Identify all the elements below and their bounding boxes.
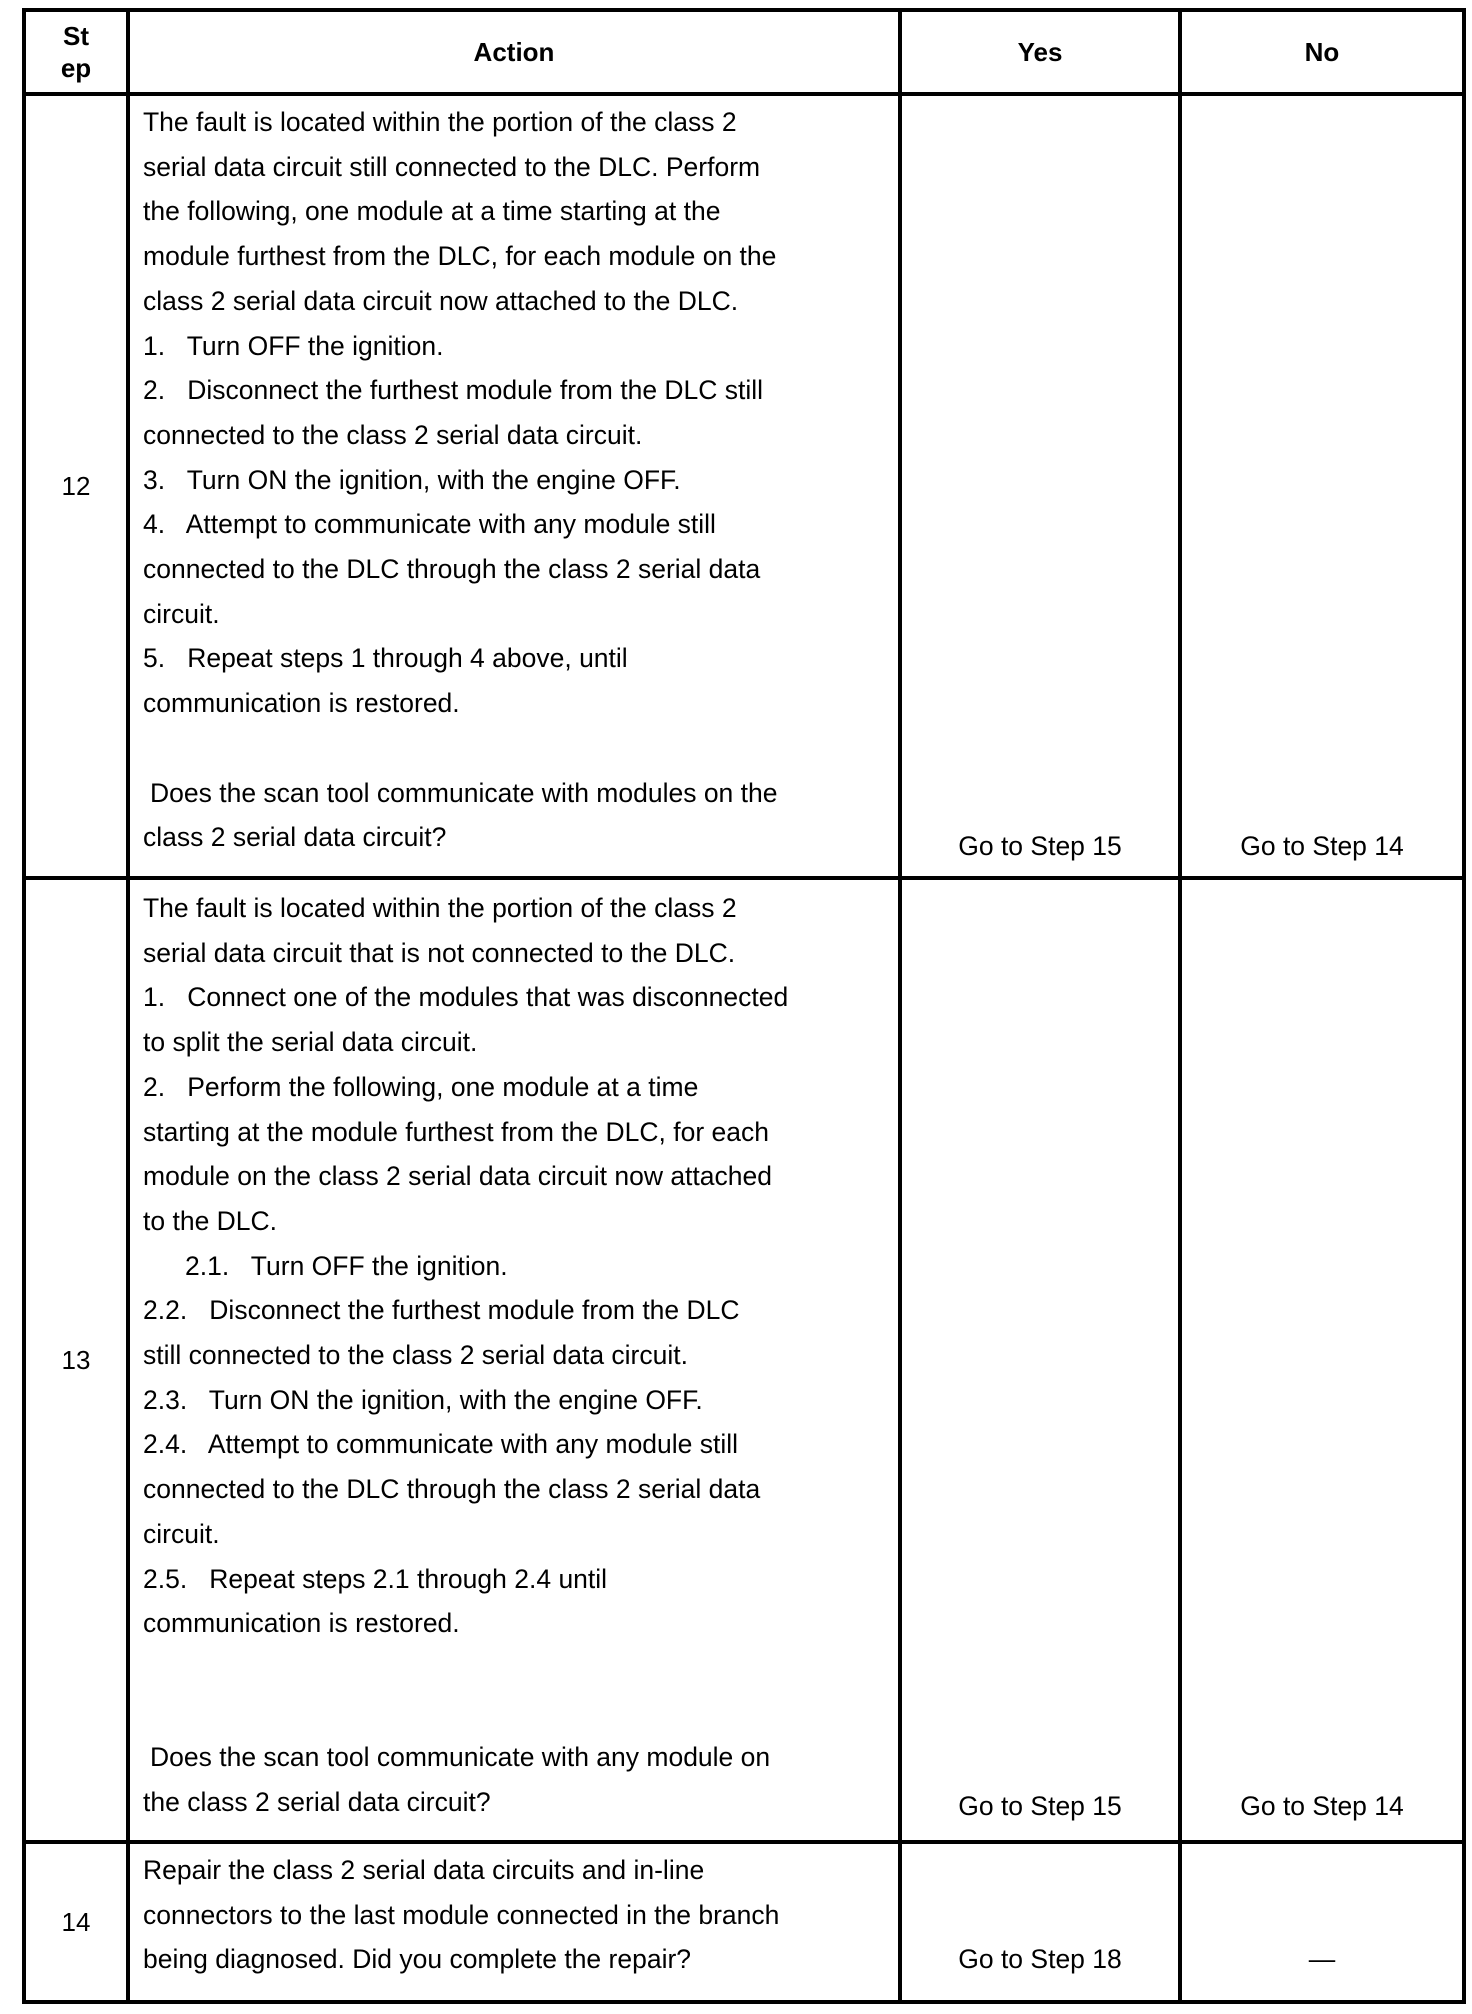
- action-line: the following, one module at a time starting at the: [143, 196, 721, 227]
- column-divider: [898, 8, 902, 2004]
- no-result-step-14: —: [1308, 1944, 1336, 1974]
- action-line: The fault is located within the portion of the class 2: [143, 893, 737, 923]
- action-substep-item: 2.2. Disconnect the furthest module from the DLC: [143, 1295, 740, 1326]
- action-line: The fault is located within the portion of the class 2: [143, 107, 737, 137]
- action-step-item: to split the serial data circuit.: [143, 1027, 478, 1058]
- action-step-item: communication is restored.: [143, 688, 460, 719]
- action-step-item: connected to the DLC through the class 2 serial data: [143, 554, 761, 585]
- action-step-item: circuit.: [143, 598, 220, 629]
- action-text-step-12: [143, 100, 778, 860]
- no-result-step-12: Go to Step 14: [1240, 831, 1404, 861]
- no-result-step-13: Go to Step 14: [1240, 1791, 1404, 1821]
- action-step-item: starting at the module furthest from the DLC, for each: [143, 1116, 769, 1147]
- yes-result-step-13: Go to Step 15: [958, 1791, 1122, 1821]
- table-border-bottom: [22, 2000, 1466, 2004]
- action-step-item: module on the class 2 serial data circuit now attached: [143, 1161, 772, 1192]
- action-line: class 2 serial data circuit now attached to the DLC.: [143, 285, 739, 316]
- action-substep-item: circuit.: [143, 1518, 220, 1549]
- step-number-14: 14: [61, 1906, 91, 1937]
- action-line: serial data circuit that is not connected to the DLC.: [143, 937, 736, 968]
- action-step-item: connected to the class 2 serial data circuit.: [143, 419, 643, 450]
- step-number-12: 12: [61, 470, 91, 501]
- yes-result-step-12: Go to Step 15: [958, 831, 1122, 861]
- action-step-item: 3. Turn ON the ignition, with the engine OFF.: [143, 464, 681, 495]
- action-substep-item: connected to the DLC through the class 2 serial data: [143, 1474, 761, 1505]
- action-substep-item: 2.5. Repeat steps 2.1 through 2.4 until: [143, 1563, 608, 1594]
- action-substep-item: 2.1. Turn OFF the ignition.: [185, 1250, 508, 1281]
- action-line: serial data circuit still connected to the DLC. Perform: [143, 151, 761, 182]
- action-line: module furthest from the DLC, for each module on the: [143, 241, 777, 272]
- action-substep-item: communication is restored.: [143, 1608, 460, 1639]
- action-line: connectors to the last module connected in the branch: [143, 1899, 780, 1930]
- row-divider: [22, 876, 1466, 880]
- action-step-item: 2. Perform the following, one module at a time: [143, 1071, 699, 1102]
- action-step-item: 2. Disconnect the furthest module from the DLC still: [143, 375, 764, 406]
- diagnostic-table: [22, 8, 1466, 2004]
- action-substep-item: still connected to the class 2 serial data circuit.: [143, 1340, 688, 1371]
- action-line: Repair the class 2 serial data circuits and in-line: [143, 1855, 705, 1885]
- row-divider: [22, 1840, 1466, 1844]
- column-divider: [1178, 8, 1182, 2004]
- action-text-step-14: [143, 1848, 779, 1982]
- column-divider: [126, 8, 130, 2004]
- action-step-item: to the DLC.: [143, 1205, 278, 1236]
- action-substep-item: 2.3. Turn ON the ignition, with the engine OFF.: [143, 1384, 703, 1415]
- header-yes: Yes: [1017, 37, 1063, 67]
- header-no: No: [1304, 37, 1340, 67]
- action-question: Does the scan tool communicate with any module on: [150, 1742, 771, 1773]
- action-question: Does the scan tool communicate with modules on the: [150, 777, 778, 808]
- action-step-item: 1. Turn OFF the ignition.: [143, 330, 444, 361]
- action-substep-item: 2.4. Attempt to communicate with any module still: [143, 1429, 739, 1460]
- action-text-step-13: [143, 886, 788, 1825]
- action-question: class 2 serial data circuit?: [143, 822, 447, 853]
- action-step-item: 1. Connect one of the modules that was disconnected: [143, 982, 789, 1013]
- action-step-item: 4. Attempt to communicate with any module still: [143, 509, 716, 540]
- header-action: Action: [473, 37, 555, 67]
- step-number-13: 13: [61, 1344, 91, 1375]
- yes-result-step-14: Go to Step 18: [958, 1944, 1122, 1974]
- action-line: being diagnosed. Did you complete the repair?: [143, 1944, 692, 1975]
- action-question: the class 2 serial data circuit?: [143, 1787, 491, 1818]
- action-step-item: 5. Repeat steps 1 through 4 above, until: [143, 643, 628, 674]
- header-divider: [22, 92, 1466, 96]
- header-step: St ep: [60, 21, 92, 83]
- table-border-right: [1462, 8, 1466, 2004]
